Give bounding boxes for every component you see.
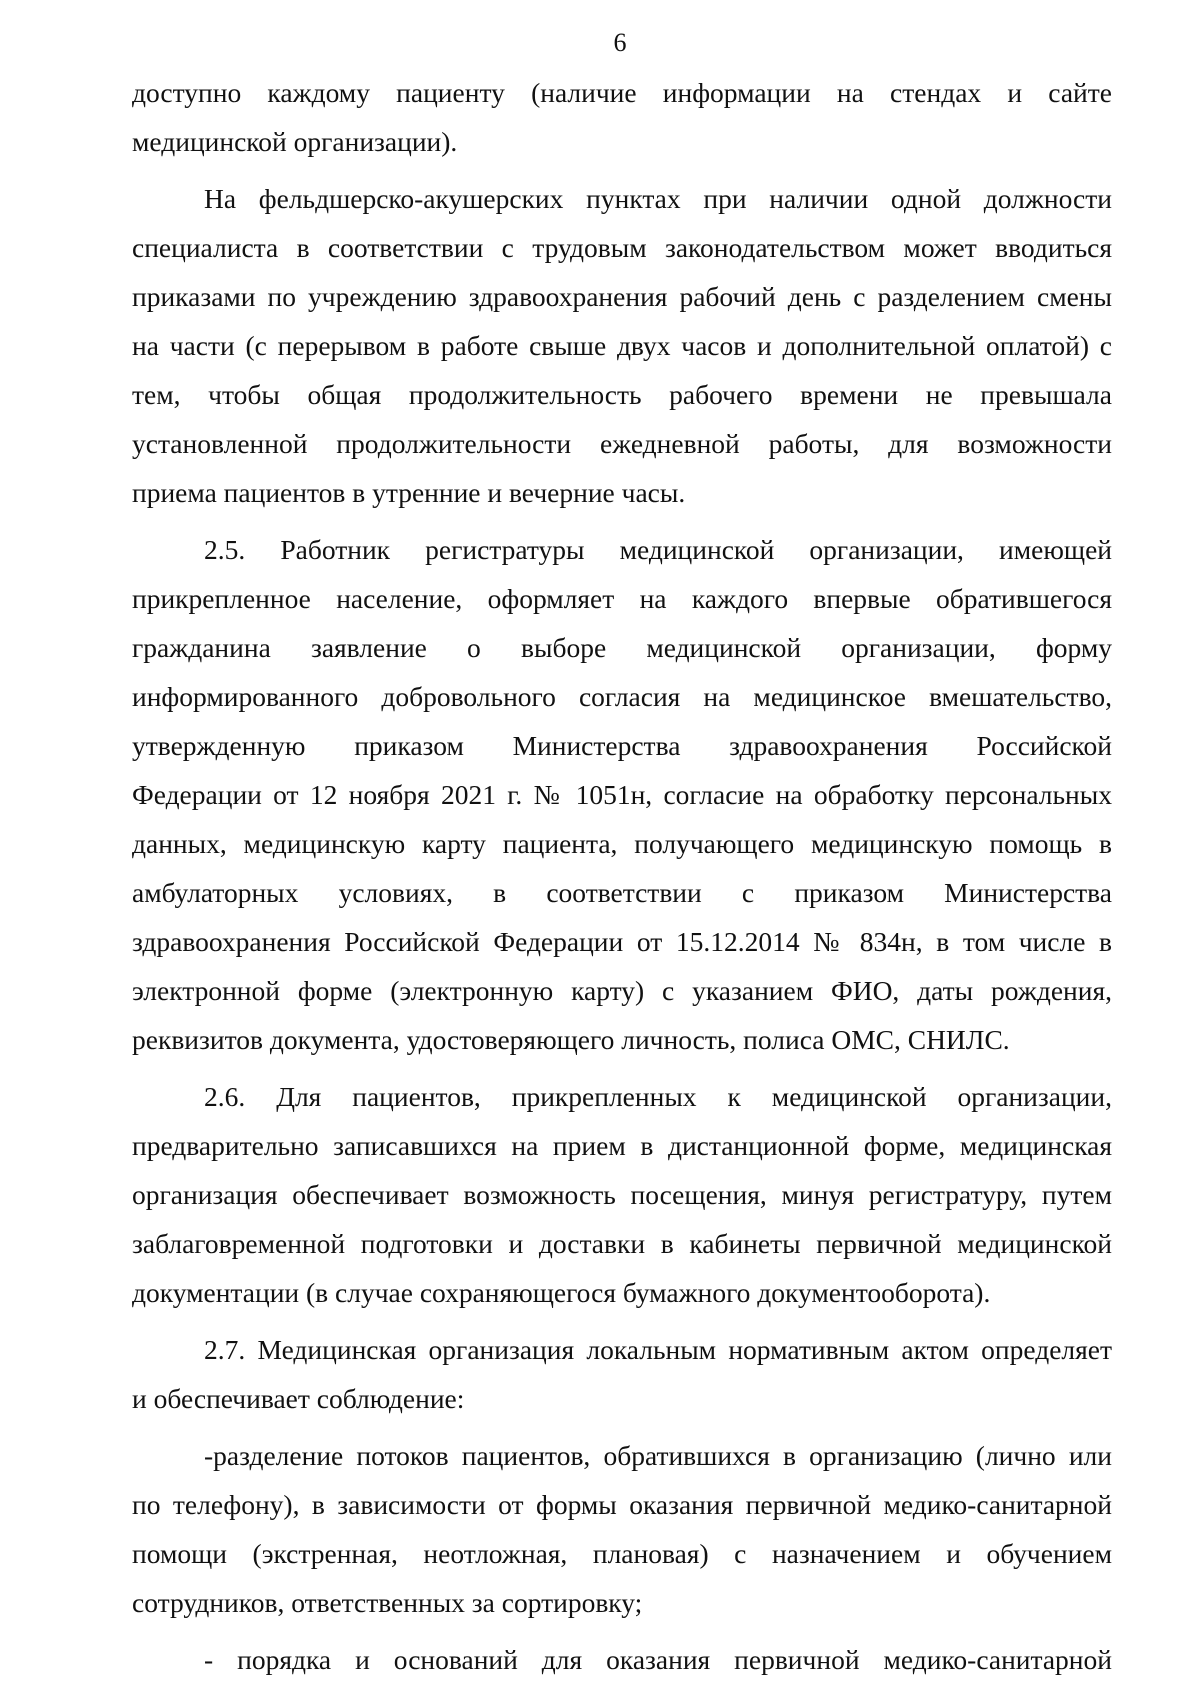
text-line: 2.6. Для пациентов, прикрепленных к медицинской организации, [204, 1081, 1112, 1112]
text-line: На фельдшерско-акушерских пунктах при наличии одной должности [204, 183, 1112, 214]
paragraph [132, 1635, 1112, 1684]
text-line: организация обеспечивает возможность посещения, минуя регистратуру, путем [132, 1179, 1112, 1210]
text-line: электронной форме (электронную карту) с указанием ФИО, даты рождения, [132, 975, 1112, 1006]
paragraph [132, 1431, 1112, 1627]
paragraph [132, 68, 1112, 166]
text-line: 2.7. Медицинская организация локальным нормативным актом определяет [204, 1334, 1112, 1365]
text-line: по телефону), в зависимости от формы оказания первичной медико-санитарной [132, 1489, 1112, 1520]
text-line: установленной продолжительности ежедневной работы, для возможности [132, 428, 1112, 459]
text-line: прикрепленное население, оформляет на каждого впервые обратившегося [132, 583, 1112, 614]
text-line: приказами по учреждению здравоохранения рабочий день с разделением смены [132, 281, 1112, 312]
text-line: амбулаторных условиях, в соответствии с приказом Министерства [132, 877, 1112, 908]
paragraph [132, 174, 1112, 517]
text-line: предварительно записавшихся на прием в дистанционной форме, медицинская [132, 1130, 1112, 1161]
text-line: сотрудников, ответственных за сортировку; [132, 1587, 643, 1618]
text-line: 2.5. Работник регистратуры медицинской организации, имеющей [204, 534, 1112, 565]
text-line: специалиста в соответствии с трудовым законодательством может вводиться [132, 232, 1112, 263]
text-line: утвержденную приказом Министерства здравоохранения Российской [132, 730, 1112, 761]
text-line: заблаговременной подготовки и доставки в кабинеты первичной медицинской [132, 1228, 1112, 1259]
text-line: на части (с перерывом в работе свыше двух часов и дополнительной оплатой) с [132, 330, 1112, 361]
text-line: здравоохранения Российской Федерации от 15.12.2014 № 834н, в том числе в [132, 926, 1112, 957]
text-line: -разделение потоков пациентов, обратившихся в организацию (лично или [204, 1440, 1112, 1471]
text-line: тем, чтобы общая продолжительность рабочего времени не превышала [132, 379, 1112, 410]
paragraph [132, 525, 1112, 1064]
text-line: гражданина заявление о выборе медицинской организации, форму [132, 632, 1112, 663]
paragraph [132, 1072, 1112, 1317]
text-line: реквизитов документа, удостоверяющего личность, полиса ОМС, СНИЛС. [132, 1024, 1010, 1055]
document-body [132, 68, 1112, 1692]
text-line: Федерации от 12 ноября 2021 г. № 1051н, согласие на обработку персональных [132, 779, 1112, 810]
text-line: документации (в случае сохраняющегося бумажного документооборота). [132, 1277, 991, 1308]
text-line: приема пациентов в утренние и вечерние часы. [132, 477, 686, 508]
text-line: доступно каждому пациенту (наличие информации на стендах и сайте [132, 77, 1112, 108]
text-line: - порядка и оснований для оказания первичной медико-санитарной [204, 1644, 1112, 1675]
text-line: данных, медицинскую карту пациента, получающего медицинскую помощь в [132, 828, 1112, 859]
paragraph [132, 1325, 1112, 1423]
text-line: и обеспечивает соблюдение: [132, 1383, 465, 1414]
page-number: 6 [613, 28, 627, 57]
text-line: медицинской организации). [132, 126, 458, 157]
text-line: помощи (экстренная, неотложная, плановая) с назначением и обучением [132, 1538, 1112, 1569]
text-line: информированного добровольного согласия на медицинское вмешательство, [132, 681, 1112, 712]
